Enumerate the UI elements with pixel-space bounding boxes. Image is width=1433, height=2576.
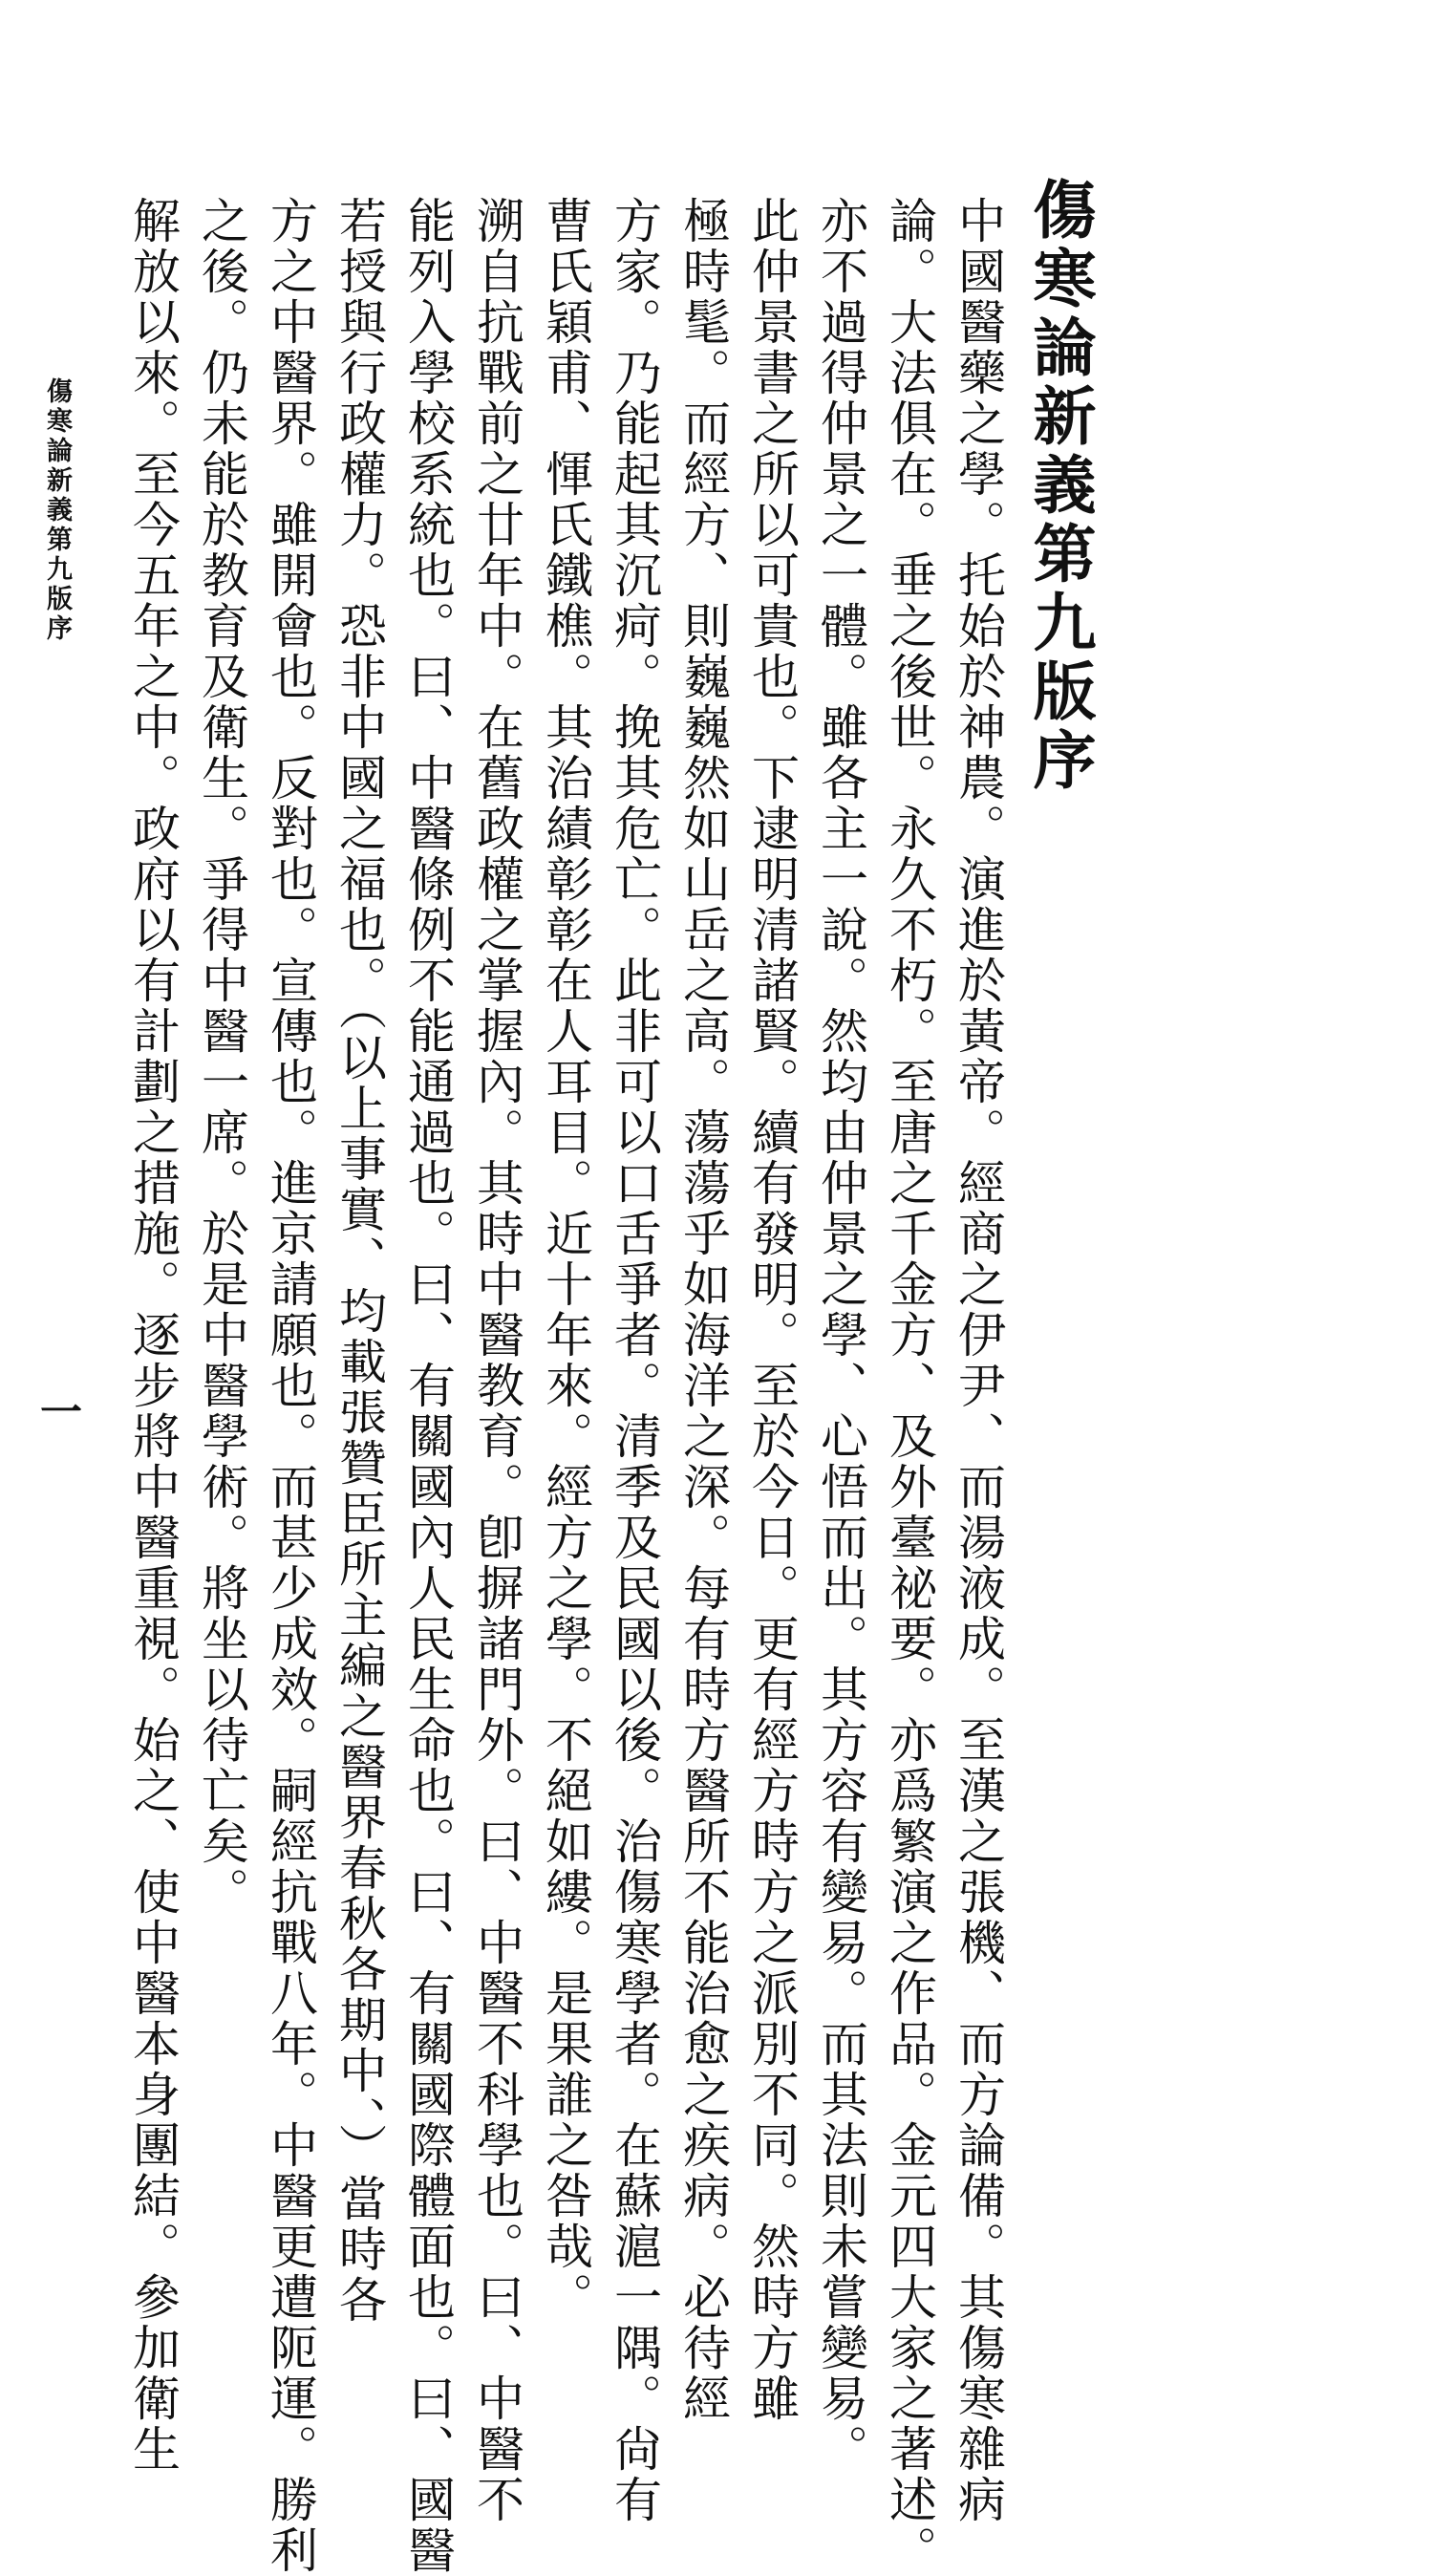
- text-column: 若授與行政權力。恐非中國之福也。（以上事實、均載張贊臣所主編之醫界春秋各期中、）當時各: [332, 196, 387, 2326]
- text-column: 曹氏穎甫、惲氏鐵樵。其治績彰彰在人耳目。近十年來。經方之學。不絕如縷。是果誰之咎哉。: [538, 196, 593, 2323]
- text-column: 此仲景書之所以可貴也。下逮明清諸賢。續有發明。至於今日。更有經方時方之派別不同。然時方雖: [744, 196, 800, 2424]
- text-column: 解放以來。至今五年之中。政府以有計劃之措施。逐步將中醫重視。始之、使中醫本身團結。參加衛生: [125, 196, 181, 2475]
- text-column: 方之中醫界。雖開會也。反對也。宣傳也。進京請願也。而甚少成效。嗣經抗戰八年。中醫更遭阨運。勝利: [263, 196, 318, 2576]
- preface-body: [118, 196, 1013, 2576]
- page-number: 一: [40, 1388, 82, 1437]
- page-title: 傷寒論新義第九版序: [1022, 177, 1097, 796]
- text-column: 能列入學校系統也。曰、中醫條例不能通過也。曰、有關國內人民生命也。曰、有關國際體面也。曰、國醫: [400, 196, 456, 2576]
- text-column: 之後。仍未能於教育及衛生。爭得中醫一席。於是中醫學術。將坐以待亡矣。: [194, 196, 249, 1918]
- running-head: 傷寒論新義第九版序: [42, 377, 72, 644]
- text-column: 亦不過得仲景之一體。雖各主一說。然均由仲景之學、心悟而出。其方容有變易。而其法則未嘗變易。: [813, 196, 868, 2475]
- text-column: 極時髦。而經方、則巍巍然如山岳之高。蕩蕩乎如海洋之深。每有時方醫所不能治愈之疾病。必待經: [675, 196, 731, 2424]
- text-column: 方家。乃能起其沉疴。挽其危亡。此非可以口舌爭者。清季及民國以後。治傷寒學者。在蘇滬一隅。尙有: [607, 196, 662, 2525]
- text-column: 溯自抗戰前之廿年中。在舊政權之掌握內。其時中醫教育。卽摒諸門外。曰、中醫不科學也。曰、中醫不: [469, 196, 524, 2525]
- text-column: 論。大法俱在。垂之後世。永久不朽。至唐之千金方、及外臺祕要。亦爲繁演之作品。金元四大家之著述。: [882, 196, 937, 2576]
- text-column: 中國醫藥之學。托始於神農。演進於黃帝。經商之伊尹、而湯液成。至漢之張機、而方論備。其傷寒雜病: [951, 196, 1006, 2525]
